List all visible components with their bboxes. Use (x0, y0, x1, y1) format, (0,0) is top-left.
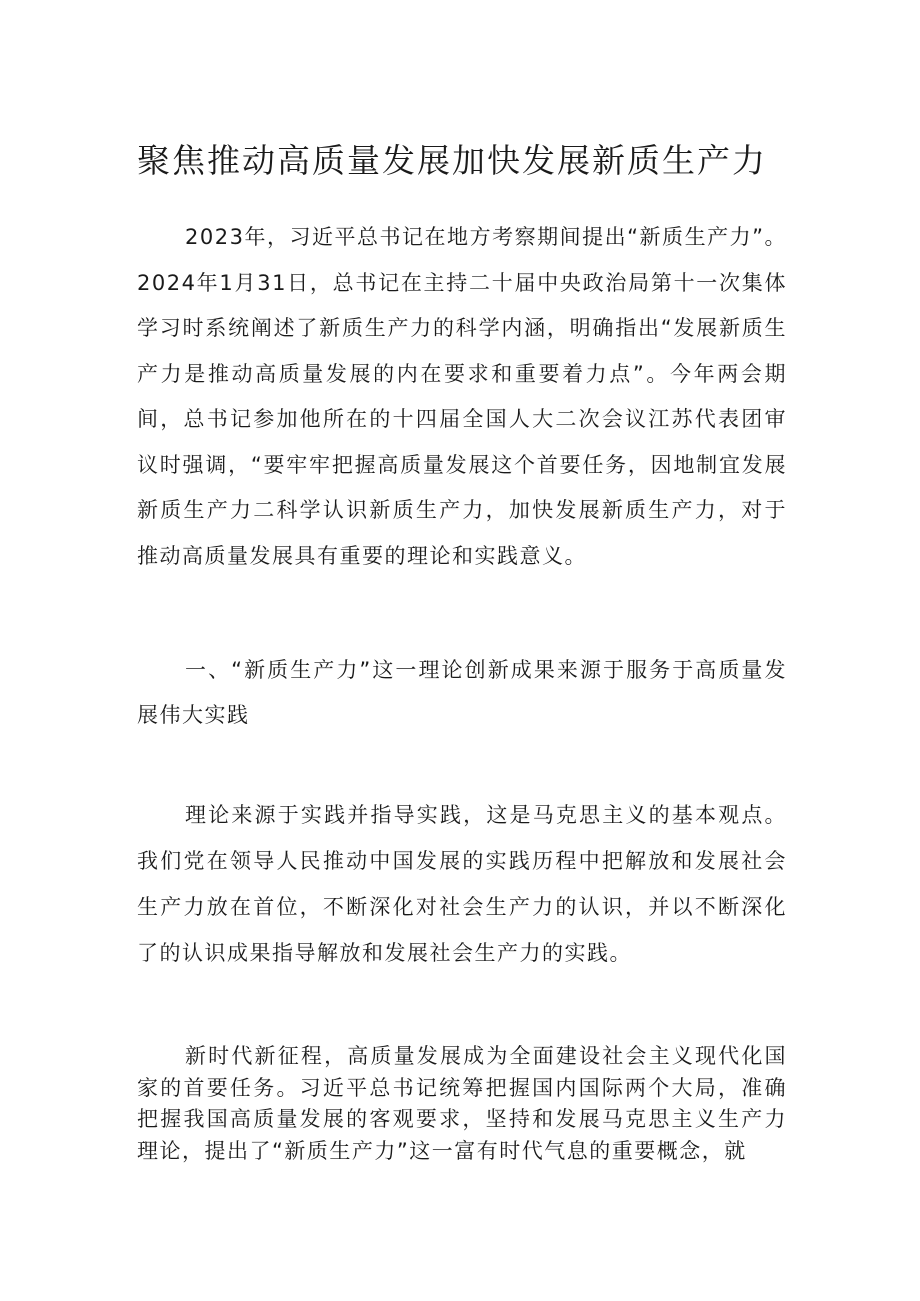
paragraph-intro: 2023年，习近平总书记在地方考察期间提出“新质生产力”。2024年1月31日，总书记在主持二十届中央政治局第十一次集体学习时系统阐述了新质生产力的科学内涵，明确指出“发展新质生产力是推动高质量发展的内在要求和重要着力点”。今年两会期间，总书记参加他所在的十四届全国人大二次会议江苏代表团审议时强调，“要牢牢把握高质量发展这个首要任务，因地制宜发展新质生产力二科学认识新质生产力，加快发展新质生产力，对于推动高质量发展具有重要的理论和实践意义。 (137, 225, 787, 568)
document-title: 聚焦推动高质量发展加快发展新质生产力 (137, 141, 767, 180)
paragraph-theory-practice: 理论来源于实践并指导实践，这是马克思主义的基本观点。我们党在领导人民推动中国发展的实践历程中把解放和发展社会生产力放在首位，不断深化对社会生产力的认识，并以不断深化了的认识成果指导解放和发展社会生产力的实践。 (137, 803, 787, 965)
section-heading-1: 一、“新质生产力”这一理论创新成果来源于服务于高质量发展伟大实践 (137, 658, 787, 727)
paragraph-new-era: 新时代新征程，高质量发展成为全面建设社会主义现代化国家的首要任务。习近平总书记统筹把握国内国际两个大局，准确把握我国高质量发展的客观要求，坚持和发展马克思主义生产力理论，提出了“新质生产力”这一富有时代气息的重要概念，就 (137, 1044, 787, 1163)
